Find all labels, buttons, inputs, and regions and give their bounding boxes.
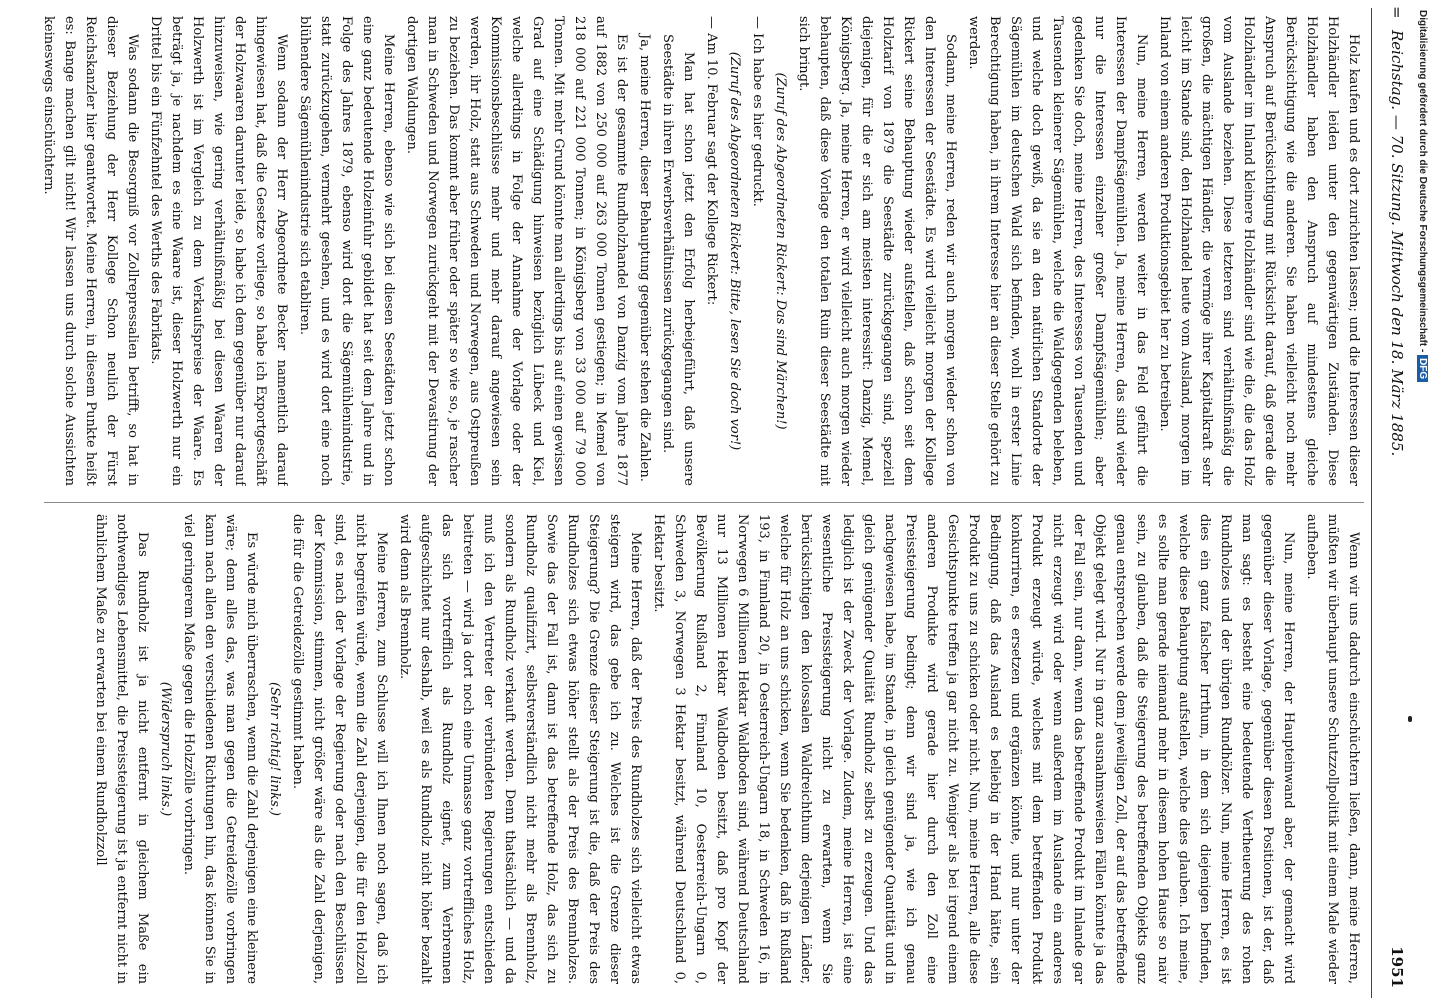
quotation: Man hat schon jetzt den Erfolg herbeigeführt, daß unsere Seestädte in ihren Erwerbsverhältnissen zurückgegangen sind. bbox=[660, 34, 696, 486]
paragraph: Ja, meine Herren, dieser Behauptung gegenüber stehen die Zahlen. bbox=[637, 34, 652, 482]
interjection: (Zuruf des Abgeordneten Rickert: Bitte, lesen Sie doch vor!) bbox=[727, 51, 742, 451]
page-number: 1951 bbox=[1388, 946, 1406, 988]
paragraph: Meine Herren, ebenso wie sich bei diesen Seestädten jetzt schon eine ganz bedeutende Holzeinfuhr gebildet hat seit dem Jahre und in Folge des Jahres 1879, ebenso wird dort die Sägemühlenindustrie, statt zurückzugehen, vermehrt gesehen, und es wird dort eine noch blühendere Sägemühlenindustrie sich etabliren. bbox=[297, 16, 396, 486]
right-column bbox=[34, 514, 1364, 984]
left-column bbox=[34, 16, 1364, 486]
margin-mark: = bbox=[1388, 6, 1406, 19]
paragraph: Das Rundholz ist ja nicht entfernt in gleichem Maße ein nothwendiges Lebensmittel, die Preissteigerung ist ja entfernt nicht in ähnlichem Maße zu erwarten bei einem Rundholzzoll bbox=[93, 514, 150, 984]
paragraph: Wenn wir uns dadurch einschüchtern ließen, dann, meine Herren, müßten wir überhaupt unsere Schutzzollpolitik mit einem Male wieder aufheben. bbox=[1304, 514, 1361, 984]
paragraph: Meine Herren, zum Schlusse will ich Ihnen noch sagen, daß ich nicht begreifen würde, wenn die Zahl derjenigen, die für den Holzzoll sind, es nach der Vorlage der Regierung oder nach den Beschlüssen der Kommission, stimmen, nicht größer wäre als die Zahl derjenigen, die für die Getreidezölle gestimmt haben. bbox=[290, 514, 389, 984]
paragraph: — Am 10. Februar sagt der Kollege Rickert: bbox=[704, 16, 719, 306]
running-title: Reichstag. — 70. Sitzung. Mittwoch den 18. März 1885. bbox=[1388, 30, 1406, 457]
dfg-logo: DFG bbox=[1417, 355, 1428, 382]
paragraph: Sodann, meine Herren, reden wir auch morgen wieder schon von den Interessen der Seestädte. Es wird vielleicht morgen der Kollege Rickert seine Behauptung wieder aufstellen, daß schon seit dem Holztarif von 1879 die Seestädte zurückgegangen sind, speziell diejenigen, für die er sich am meisten interessirt: Danzig, Memel, Königsberg. Ja, meine Herren, er wird vielleicht auch morgen wieder behaupten, daß diese Vorlage den totalen Ruin dieser Seestädte mit sich bringt. bbox=[796, 16, 958, 486]
paragraph: Meine Herren, daß der Preis des Rundholzes sich vielleicht etwas steigern wird, das gebe ich zu. Welches ist die Grenze dieser Steigerung? Die Grenze dieser Steigerung ist die, daß der Preis des Rundholzes sich etwas höher stellt als der Preis des Brennholzes. Sowie das der Fall ist, dann ist das betreffende Holz, das sich zu Rundholz qualifizirt, selbstverständlich nicht mehr als Brennholz, sondern als Rundholz verkauft werden. Denn thatsächlich — und da muß ich den Vertreter der verbündeten Regierungen entschieden beitreten — wird ja dort noch eine Unmasse ganz vortreffliches Holz, das sich vortrefflich als Rundholz eignet, zum Verbrennen aufgeschichtet nur deshalb, weil es als Rundholz nicht höher bezahlt wird denn als Brennholz. bbox=[397, 514, 643, 984]
rotated-document bbox=[20, 8, 1412, 998]
paragraph: Nun, meine Herren, werden weiter in das Feld geführt die Interessen der Dampfsägemühlen. Ja, meine Herren, das sind wieder nur die Interessen einzelner großer Dampfsägemühlen; aber gedenken Sie doch, meine Herren, des Interesses von Tausenden und Tausenden kleinerer Sägemühlen, welche die Waldgegenden beleben, und welche doch gewiß, da sie an den natürlichen Standorte der Sägemühlen im deutschen Wald sich befinden, wohl in erster Linie Berechtigung haben, in ihrem Interesse hier an dieser Stelle gehört zu werden. bbox=[966, 16, 1149, 486]
paragraph: Es ist der gesammte Rundholzhandel von Danzig vom Jahre 1877 auf 1882 von 250 000 auf 263 000 Tonnen gestiegen; in Memel von 218 000 auf 221 000 Tonnen; in Königsberg von 33 000 auf 79 000 Tonnen. Mit mehr Grund könnte man allerdings bis auf einen gewissen Grad auf eine Schädigung hinweisen bezüglich Lübeck und Kiel, welche allerdings in Folge der Annahme der Vorlage oder der Kommissionsbeschlüsse mehr und mehr darauf angewiesen sein werden, ihr Holz, statt aus Schweden und Norwegen, aus Ostpreußen zu beziehen. Das kommt aber früher oder später so wie so, je rascher man in Schweden und Norwegen zurückgeht mit der Devastirung der dortigen Waldungen. bbox=[404, 16, 629, 486]
column-divider bbox=[44, 502, 1364, 503]
page-header bbox=[1371, 8, 1412, 998]
paragraph: Wenn sodann der Herr Abgeordnete Becker namentlich darauf hingewiesen hat, daß die Gesetze vorliege, so habe ich Exportgeschäft der Holzwaaren darunter leide, so habe ich dem gegenüber nur darauf hinzuweisen, wie gering verhältnißmäßig bei diesen Waaren der Holzwerth ist im Vergleich zu dem Verkaufspreise der Waare. Es beträgt ja, je nachdem es eine Waare ist, dieser Holzwerth nur ein Drittel bis ein Fünfzehntel des Werths des Fabrikats. bbox=[148, 16, 289, 486]
interjection: (Widerspruch links.) bbox=[158, 681, 173, 817]
paragraph: — Ich habe es hier gedruckt. bbox=[750, 16, 765, 207]
digitization-note bbox=[1417, 10, 1428, 386]
paragraph: Was sodann die Besorgniß vor Zollrepressalien betrifft, so hat in dieser Beziehung der Herr Kollege Schon neulich der Fürst Reichskanzler hier geantwortet. Meine Herren, in diesem Punkte heißt es: Bange machen gilt nicht! Wir lassen uns durch solche Aussichten keineswegs einschüchtern. bbox=[41, 16, 140, 486]
interjection: (Sehr richtig! links.) bbox=[267, 682, 282, 816]
paragraph: Nun, meine Herren, der Hauptеinwand aber, der gemacht wird gegenüber dieser Vorlage, gegenüber diesen Positionen, ist der, daß man sagt: es besteht eine bedeutende Vertheuerung des rohen Rundholzes und der übrigen Rundhölzer. Nun, meine Herren, es ist dies ein ganz falscher Irrthum, in dem sich diejenigen befinden, welche diese Behauptung aufstellen, welche dies glauben. Ich meine, es sollte man gerade niemand mehr in diesem hohen Hause so naiv sein, zu glauben, daß die Steigerung des betreffenden Objekts ganz genau entsprechen werde dem jeweiligen Zoll, der auf das betreffende Objekt gelegt wird. Nur in ganz ausnahmsweisen Fällen könnte ja das der Fall sein, nur dann, wenn das betreffende Produkt im Inlande gar nicht erzeugt wird oder wenn außerdem im Auslande ein anderes Produkt erzeugt würde, welches mit dem betreffenden Produkt konkurriren, es ersetzen und ergänzen könnte, und nur unter der Bedingung, daß das Ausland es beliebig in der Hand hätte, sein Produkt zu uns zu schicken oder nicht. Nun, meine Herren, alle diese Gesichtspunkte treffen ja gar nicht zu. Weniger als bei irgend einem anderen Produkte wird gerade hier durch den Zoll eine Preissteigerung bedingt; denn wir sind ja, wie ich genau nachgewiesen habe, im Stande, in gleich genügender Quantität und in gleich genügender Qualität Rundholz selbst zu erzeugen. Und das lediglich ist der Zweck der Vorlage. Zudem, meine Herren, ist eine wesentliche Preissteigerung nicht zu erwarten, wenn Sie berücksichtigen den kolossalen Waldreichthum derjenigen Länder, welche für Holz an uns schicken, wenn Sie bedenken, daß in Rußland 193, in Finnland 20, in Oesterreich-Ungarn 18, in Schweden 16, in Norwegen 6 Millionen Hektar Waldboden sind, während Deutschland nur 13 Millionen Hektar Waldboden besitzt, daß pro Kopf der Bevölkerung Rußland 2, Finnland 10, Oesterreich-Ungarn 0, Schweden 3, Norwegen 3 Hektar besitzt, während Deutschland 0, Hektar besitzt. bbox=[651, 514, 1296, 984]
digitization-note-text: Digitalisierung gefördert durch die Deutsche Forschungsgemeinschaft - bbox=[1417, 10, 1428, 353]
scan-speck bbox=[1408, 716, 1412, 722]
interjection: (Zuruf des Abgeordneten Rickert: Das sind Märchen!) bbox=[773, 72, 788, 430]
paragraph: Es würde mich überraschen, wenn die Zahl derjenigen eine kleinere wäre; denn alles das, was man gegen die Getreidezölle vorbringen kann nach allen den verschiedenen Richtungen hin, das können Sie in viel geringerem Maße gegen die Holzzölle vorbringen. bbox=[181, 514, 259, 984]
paragraph: Holz kaufen und es dort zurichten lassen; und die Interessen dieser Holzhändler leiden unter den gegenwärtigen Zuständen. Diese Holzhändler haben den Anspruch auf mindestens gleiche Berücksichtigung wie die anderen. Sie haben vielleicht noch mehr Anspruch auf Berücksichtigung mit Rücksicht darauf, daß gerade die Holzhändler im Inland kleinere Holzhändler sind wie die, die das Holz vom Auslande beziehen. Diese letzteren sind verhältnißmäßig die großen, die mächtigen Händler, die vermöge ihrer Kapitalkraft sehr leicht im Stande sind, den Holzhandel heute vom Ausland, morgen im Inland von einem anderen Produktionsgebiet her zu betreiben. bbox=[1157, 16, 1361, 486]
